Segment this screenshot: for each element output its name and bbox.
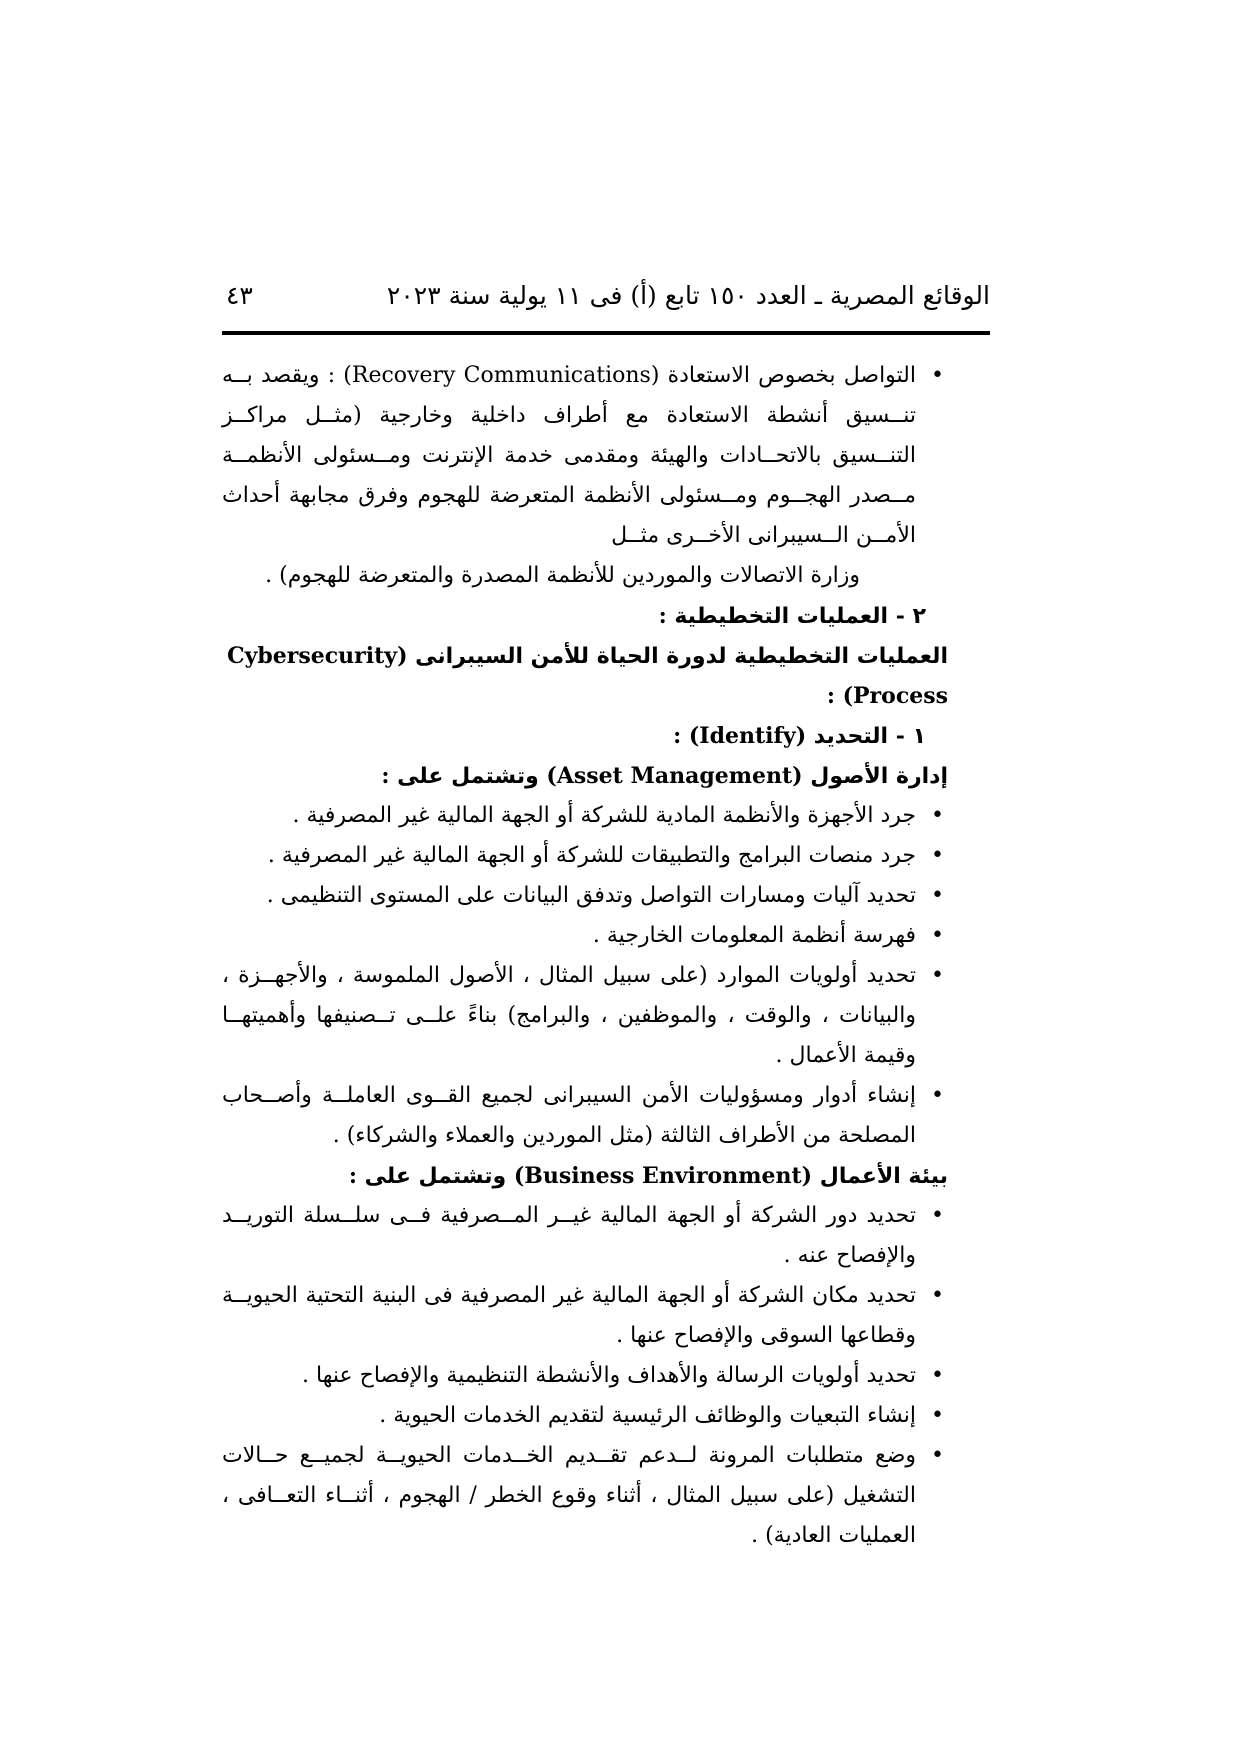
bullet-text: وضع متطلبات المرونة لــدعم تقــديم الخــدمات الحيويــة لجميــع حــالات التشغيل (على سبيل المثال ، أثناء وقوع الخطر / الهجوم ، أثنــاء التعــافى ، العمليات العادية) . [222, 1443, 916, 1548]
bullet-icon: • [931, 843, 944, 868]
bullet-item [222, 916, 948, 956]
bullet-icon: • [931, 1203, 944, 1228]
bullet-icon: • [931, 923, 944, 948]
bullet-item [222, 1396, 948, 1436]
bullet-item [222, 876, 948, 916]
bullet-item [222, 956, 948, 1076]
bullet-item [222, 356, 948, 556]
bullet-icon: • [931, 883, 944, 908]
bullet-icon: • [931, 1283, 944, 1308]
section-heading-identify: ١ - التحديد (Identify) : [673, 723, 926, 749]
bullet-tail-line: وزارة الاتصالات والموردين للأنظمة المصدرة والمتعرضة للهجوم) . [265, 563, 860, 588]
bullet-icon: • [931, 1403, 944, 1428]
bullet-icon: • [931, 803, 944, 828]
bullet-text: تحديد أولويات الرسالة والأهداف والأنشطة التنظيمية والإفصاح عنها . [302, 1363, 916, 1388]
page-number: ٤٣ [226, 281, 253, 310]
header-rule [222, 331, 990, 335]
bullet-text: جرد الأجهزة والأنظمة المادية للشركة أو الجهة المالية غير المصرفية . [292, 803, 916, 828]
bullet-text: تحديد أولويات الموارد (على سبيل المثال ، الأصول الملموسة ، والأجهــزة ، والبيانات ، والوقت ، والموظفين ، والبرامج) بناءً علــى تــصنيفها وأهميتهــا وقيمة الأعمال . [222, 963, 916, 1068]
bullet-item [222, 1196, 948, 1276]
section-heading-asset-management: إدارة الأصول (Asset Management) وتشتمل على : [381, 763, 948, 789]
bullet-text: فهرسة أنظمة المعلومات الخارجية . [592, 923, 916, 948]
section-heading-business-environment: بيئة الأعمال (Business Environment) وتشتمل على : [348, 1163, 948, 1189]
bullet-text: إنشاء أدوار ومسؤوليات الأمن السيبرانى لجميع القــوى العاملــة وأصــحاب المصلحة من الأطراف الثالثة (مثل الموردين والعملاء والشركاء) . [222, 1083, 916, 1148]
bullet-icon: • [931, 1363, 944, 1388]
bullet-text: جرد منصات البرامج والتطبيقات للشركة أو الجهة المالية غير المصرفية . [267, 843, 916, 868]
bullet-text: تحديد مكان الشركة أو الجهة المالية غير المصرفية فى البنية التحتية الحيويــة وقطاعها السوقى والإفصاح عنها . [222, 1283, 916, 1348]
bullet-item [222, 836, 948, 876]
document-body [222, 356, 948, 1556]
bullet-item [222, 1436, 948, 1556]
bullet-icon: • [931, 1083, 944, 1108]
bullet-icon: • [931, 363, 944, 388]
bullet-item [222, 1076, 948, 1156]
bullet-item [222, 796, 948, 836]
bullet-text: التواصل بخصوص الاستعادة (Recovery Communications) : ويقصد بــه تنــسيق أنشطة الاستعادة مع أطراف داخلية وخارجية (مثــل مراكــز التنــسيق بالاتحــادات والهيئة ومقدمى خدمة الإنترنت ومــسئولى الأنظمــة مــصدر الهجــوم ومــسئولى الأنظمة المتعرضة للهجوم وفرق مجابهة أحداث الأمــن الــسيبرانى الأخــرى مثــل [222, 363, 916, 548]
bullet-text: إنشاء التبعيات والوظائف الرئيسية لتقديم الخدمات الحيوية . [379, 1403, 916, 1428]
bullet-text: تحديد آليات ومسارات التواصل وتدفق البيانات على المستوى التنظيمى . [266, 883, 916, 908]
bullet-icon: • [931, 1443, 944, 1468]
section-heading-planning-processes: ٢ - العمليات التخطيطية : [658, 603, 926, 629]
bullet-icon: • [931, 963, 944, 988]
page-header [222, 280, 990, 312]
journal-title: الوقائع المصرية ـ العدد ١٥٠ تابع (أ) فى ١١ يولية سنة ٢٠٢٣ [386, 281, 990, 310]
bullet-item [222, 1276, 948, 1356]
section-heading-cybersecurity-process: العمليات التخطيطية لدورة الحياة للأمن السيبرانى (Cybersecurity Process) : [227, 643, 948, 709]
bullet-item [222, 1356, 948, 1396]
bullet-text: تحديد دور الشركة أو الجهة المالية غيــر المــصرفية فــى سلــسلة التوريــد والإفصاح عنه . [222, 1203, 916, 1268]
